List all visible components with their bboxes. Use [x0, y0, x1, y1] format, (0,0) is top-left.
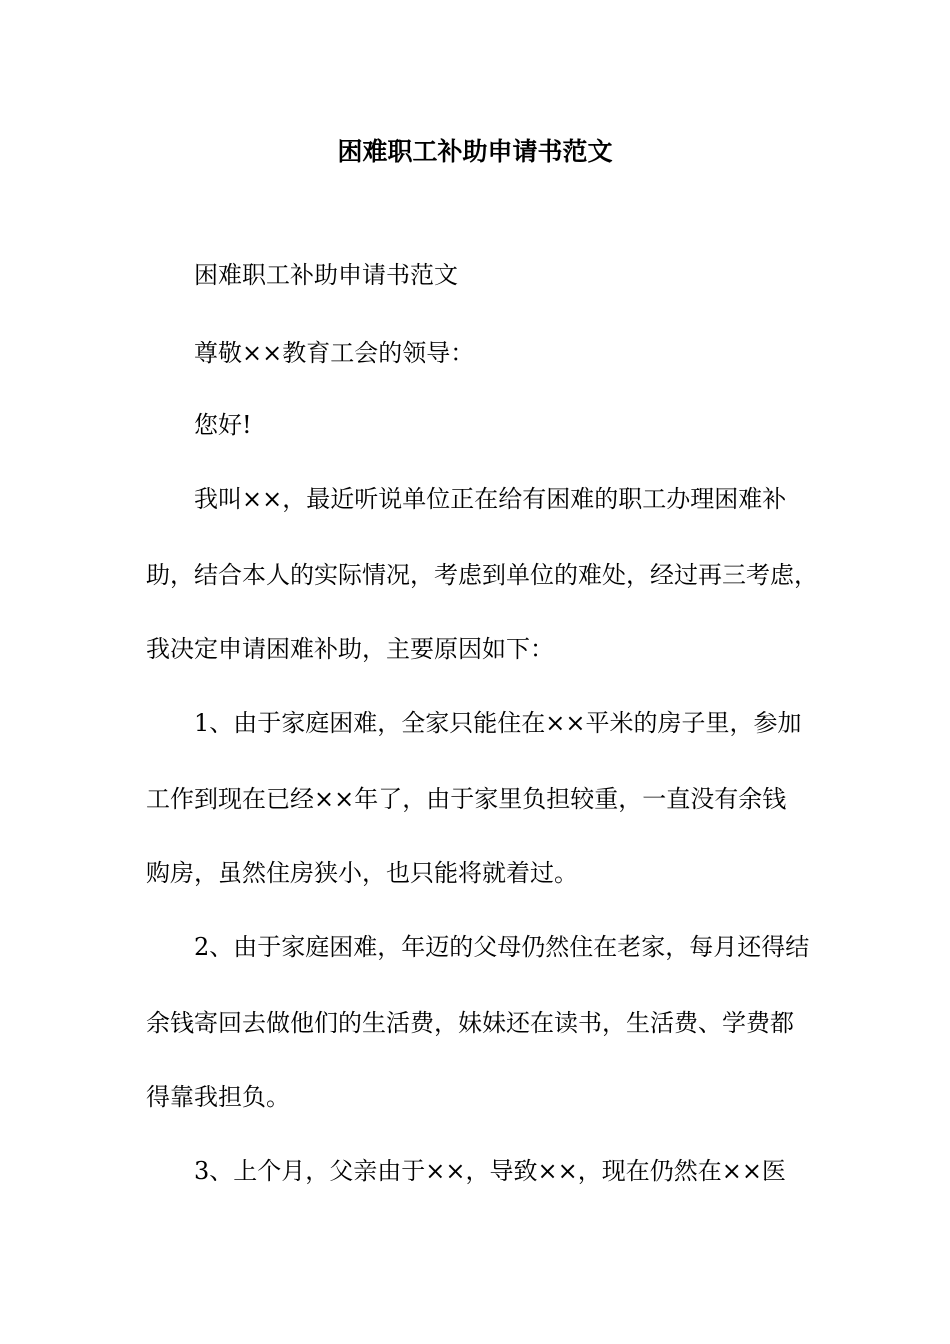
- body-line: 我叫××，最近听说单位正在给有困难的职工办理困难补: [194, 485, 787, 513]
- body-line: 3、上个月，父亲由于××，导致××，现在仍然在××医: [194, 1157, 786, 1185]
- body-line: 1、由于家庭困难，全家只能住在××平米的房子里，参加: [194, 709, 802, 737]
- body-line: 2、由于家庭困难，年迈的父母仍然住在老家，每月还得结: [194, 933, 810, 961]
- document-title: 困难职工补助申请书范文: [337, 137, 613, 166]
- body-line: 余钱寄回去做他们的生活费，妹妹还在读书，生活费、学费都: [146, 1009, 794, 1037]
- body-line: 助，结合本人的实际情况，考虑到单位的难处，经过再三考虑，: [146, 561, 818, 589]
- body-line: 得靠我担负。: [146, 1083, 290, 1111]
- body-line-greeting: 您好!: [194, 411, 252, 439]
- body-line: 工作到现在已经××年了，由于家里负担较重，一直没有余钱: [146, 785, 787, 813]
- body-line: 购房，虽然住房狭小，也只能将就着过。: [146, 859, 578, 887]
- body-line-salutation: 尊敬××教育工会的领导：: [194, 339, 475, 367]
- body-line-subtitle: 困难职工补助申请书范文: [194, 261, 458, 289]
- body-line: 我决定申请困难补助，主要原因如下：: [146, 635, 554, 663]
